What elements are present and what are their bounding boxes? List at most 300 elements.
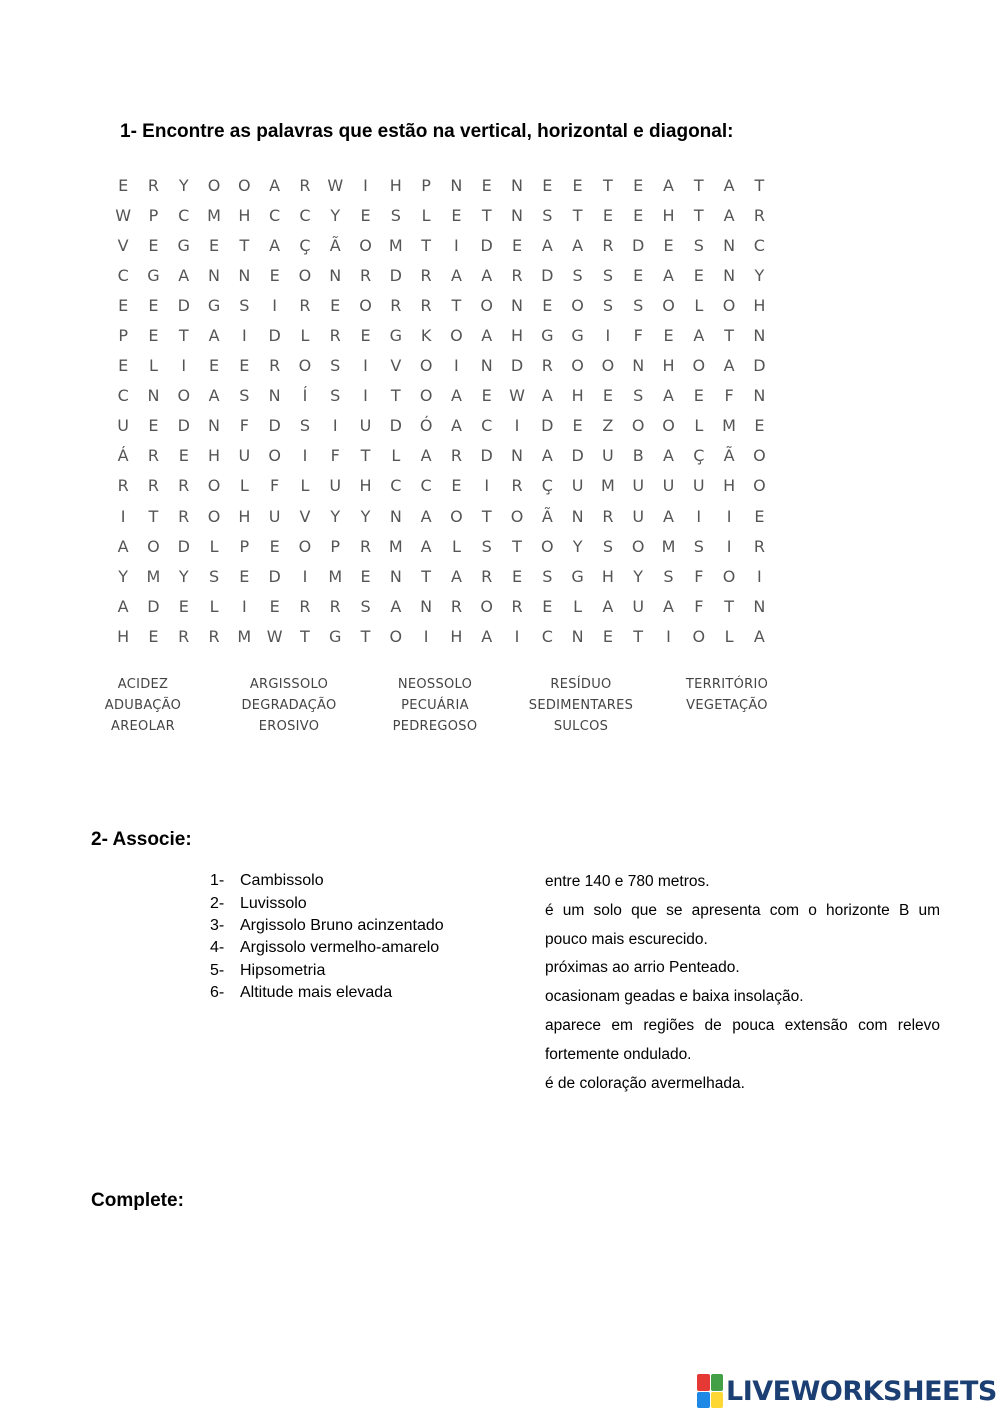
grid-letter[interactable]: O bbox=[631, 416, 645, 436]
grid-letter[interactable]: D bbox=[480, 446, 493, 466]
grid-letter[interactable]: H bbox=[208, 446, 221, 466]
grid-letter[interactable]: E bbox=[148, 626, 159, 646]
grid-letter[interactable]: C bbox=[299, 205, 311, 225]
grid-letter[interactable]: S bbox=[330, 356, 341, 376]
grid-letter[interactable]: A bbox=[269, 235, 281, 255]
grid-letter[interactable]: G bbox=[541, 326, 554, 346]
grid-letter[interactable]: O bbox=[510, 506, 524, 526]
grid-letter[interactable]: N bbox=[753, 386, 766, 406]
grid-letter[interactable]: O bbox=[480, 295, 493, 315]
grid-letter[interactable]: A bbox=[450, 265, 462, 285]
grid-letter[interactable]: S bbox=[633, 295, 644, 315]
grid-letter[interactable]: A bbox=[723, 205, 735, 225]
grid-letter[interactable]: N bbox=[389, 566, 402, 586]
grid-letter[interactable]: S bbox=[602, 536, 613, 556]
grid-letter[interactable]: E bbox=[148, 416, 159, 436]
grid-letter[interactable]: C bbox=[541, 626, 553, 646]
grid-letter[interactable]: F bbox=[330, 446, 340, 466]
grid-letter[interactable]: U bbox=[359, 416, 372, 436]
grid-letter[interactable]: M bbox=[722, 416, 736, 436]
grid-letter[interactable]: D bbox=[268, 416, 281, 436]
grid-letter[interactable]: L bbox=[300, 326, 310, 346]
grid-letter[interactable]: U bbox=[692, 476, 705, 496]
grid-letter[interactable]: H bbox=[238, 506, 251, 526]
grid-letter[interactable]: O bbox=[601, 356, 615, 376]
grid-letter[interactable]: R bbox=[450, 596, 462, 616]
grid-letter[interactable]: O bbox=[359, 295, 372, 315]
grid-letter[interactable]: N bbox=[511, 205, 523, 225]
grid-letter[interactable]: S bbox=[239, 295, 250, 315]
grid-letter[interactable]: A bbox=[450, 416, 462, 436]
grid-letter[interactable]: C bbox=[390, 476, 402, 496]
grid-letter[interactable]: R bbox=[299, 596, 311, 616]
grid-letter[interactable]: T bbox=[693, 175, 704, 195]
grid-letter[interactable]: L bbox=[148, 356, 158, 376]
grid-letter[interactable]: A bbox=[481, 265, 493, 285]
grid-letter[interactable]: O bbox=[207, 506, 221, 526]
grid-letter[interactable]: T bbox=[148, 506, 159, 526]
grid-letter[interactable]: E bbox=[330, 295, 341, 315]
grid-letter[interactable]: S bbox=[360, 596, 371, 616]
grid-letter[interactable]: Ç bbox=[693, 446, 705, 466]
grid-letter[interactable]: O bbox=[419, 356, 433, 376]
grid-letter[interactable]: C bbox=[117, 265, 129, 285]
grid-letter[interactable]: R bbox=[147, 175, 159, 195]
grid-letter[interactable]: E bbox=[148, 295, 159, 315]
grid-letter[interactable]: U bbox=[117, 416, 129, 436]
grid-letter[interactable]: T bbox=[572, 205, 583, 225]
grid-letter[interactable]: P bbox=[330, 536, 341, 556]
grid-letter[interactable]: S bbox=[693, 235, 704, 255]
grid-letter[interactable]: L bbox=[421, 205, 431, 225]
grid-letter[interactable]: O bbox=[450, 506, 463, 526]
grid-letter[interactable]: Ã bbox=[541, 506, 553, 526]
grid-letter[interactable]: Y bbox=[754, 265, 765, 285]
grid-letter[interactable]: R bbox=[359, 536, 372, 556]
grid-letter[interactable]: B bbox=[632, 446, 644, 466]
grid-letter[interactable]: E bbox=[451, 476, 462, 496]
grid-letter[interactable]: A bbox=[753, 626, 765, 646]
grid-letter[interactable]: R bbox=[753, 536, 765, 556]
grid-letter[interactable]: A bbox=[420, 446, 432, 466]
grid-letter[interactable]: I bbox=[696, 506, 702, 526]
grid-letter[interactable]: O bbox=[722, 295, 736, 315]
grid-letter[interactable]: O bbox=[631, 536, 645, 556]
grid-letter[interactable]: E bbox=[481, 386, 492, 406]
grid-letter[interactable]: A bbox=[663, 175, 674, 195]
grid-letter[interactable]: E bbox=[572, 175, 583, 195]
grid-letter[interactable]: E bbox=[572, 416, 583, 436]
grid-letter[interactable]: T bbox=[300, 626, 310, 646]
grid-letter[interactable]: T bbox=[360, 446, 371, 466]
grid-letter[interactable]: O bbox=[722, 566, 736, 586]
grid-letter[interactable]: D bbox=[541, 416, 554, 436]
grid-letter[interactable]: C bbox=[269, 205, 281, 225]
grid-letter[interactable]: A bbox=[420, 506, 432, 526]
grid-letter[interactable]: G bbox=[389, 326, 403, 346]
grid-letter[interactable]: R bbox=[208, 626, 220, 646]
grid-letter[interactable]: R bbox=[450, 446, 462, 466]
grid-letter[interactable]: Ó bbox=[419, 416, 433, 436]
grid-letter[interactable]: E bbox=[148, 326, 159, 346]
grid-letter[interactable]: E bbox=[118, 356, 129, 376]
grid-letter[interactable]: M bbox=[146, 566, 161, 586]
grid-letter[interactable]: Y bbox=[330, 205, 341, 225]
grid-letter[interactable]: S bbox=[299, 416, 310, 436]
grid-letter[interactable]: S bbox=[633, 386, 644, 406]
grid-letter[interactable]: O bbox=[541, 536, 554, 556]
grid-letter[interactable]: K bbox=[420, 326, 432, 346]
grid-letter[interactable]: D bbox=[541, 265, 554, 285]
grid-letter[interactable]: W bbox=[115, 205, 132, 225]
grid-letter[interactable]: I bbox=[363, 356, 368, 376]
grid-letter[interactable]: Y bbox=[330, 506, 341, 526]
grid-letter[interactable]: R bbox=[481, 566, 493, 586]
grid-letter[interactable]: G bbox=[147, 265, 160, 285]
grid-letter[interactable]: N bbox=[723, 235, 736, 255]
grid-letter[interactable]: N bbox=[480, 356, 493, 376]
grid-letter[interactable]: R bbox=[511, 265, 523, 285]
grid-letter[interactable]: A bbox=[723, 356, 735, 376]
grid-letter[interactable]: U bbox=[662, 476, 675, 496]
grid-letter[interactable]: E bbox=[633, 205, 644, 225]
grid-letter[interactable]: R bbox=[147, 446, 159, 466]
grid-letter[interactable]: S bbox=[572, 265, 583, 285]
grid-letter[interactable]: Y bbox=[178, 175, 189, 195]
grid-letter[interactable]: R bbox=[269, 356, 281, 376]
grid-letter[interactable]: R bbox=[178, 476, 190, 496]
grid-letter[interactable]: E bbox=[360, 205, 371, 225]
grid-letter[interactable]: E bbox=[239, 356, 250, 376]
grid-letter[interactable]: G bbox=[207, 295, 221, 315]
grid-letter[interactable]: N bbox=[420, 596, 433, 616]
grid-letter[interactable]: T bbox=[693, 205, 704, 225]
grid-letter[interactable]: E bbox=[360, 566, 371, 586]
grid-letter[interactable]: E bbox=[633, 175, 644, 195]
grid-letter[interactable]: Y bbox=[572, 536, 583, 556]
grid-letter[interactable]: L bbox=[300, 476, 310, 496]
grid-letter[interactable]: S bbox=[390, 205, 401, 225]
grid-letter[interactable]: E bbox=[118, 295, 129, 315]
grid-letter[interactable]: O bbox=[268, 446, 281, 466]
grid-letter[interactable]: A bbox=[117, 596, 129, 616]
grid-letter[interactable]: I bbox=[726, 506, 732, 526]
grid-letter[interactable]: I bbox=[363, 175, 368, 195]
grid-letter[interactable]: F bbox=[270, 476, 280, 496]
grid-letter[interactable]: A bbox=[572, 235, 584, 255]
grid-letter[interactable]: E bbox=[269, 596, 280, 616]
grid-letter[interactable]: D bbox=[632, 235, 645, 255]
grid-letter[interactable]: H bbox=[662, 205, 675, 225]
grid-letter[interactable]: E bbox=[178, 446, 189, 466]
grid-letter[interactable]: R bbox=[420, 265, 432, 285]
grid-letter[interactable]: S bbox=[602, 265, 613, 285]
grid-letter[interactable]: P bbox=[148, 205, 159, 225]
grid-letter[interactable]: E bbox=[148, 235, 159, 255]
grid-letter[interactable]: R bbox=[602, 506, 614, 526]
grid-letter[interactable]: I bbox=[514, 416, 520, 436]
grid-letter[interactable]: G bbox=[571, 326, 584, 346]
grid-letter[interactable]: E bbox=[602, 626, 613, 646]
grid-letter[interactable]: Ã bbox=[723, 446, 735, 466]
grid-letter[interactable]: Ç bbox=[541, 476, 553, 496]
grid-letter[interactable]: T bbox=[512, 536, 522, 556]
grid-letter[interactable]: F bbox=[724, 386, 734, 406]
grid-letter[interactable]: A bbox=[117, 536, 129, 556]
grid-letter[interactable]: Y bbox=[118, 566, 129, 586]
grid-letter[interactable]: R bbox=[420, 295, 432, 315]
grid-letter[interactable]: E bbox=[360, 326, 371, 346]
grid-letter[interactable]: A bbox=[663, 596, 674, 616]
grid-letter[interactable]: N bbox=[238, 265, 251, 285]
grid-letter[interactable]: I bbox=[120, 506, 126, 526]
grid-letter[interactable]: O bbox=[238, 175, 251, 195]
grid-letter[interactable]: D bbox=[268, 566, 281, 586]
grid-letter[interactable]: O bbox=[480, 596, 493, 616]
grid-letter[interactable]: A bbox=[390, 596, 402, 616]
grid-letter[interactable]: I bbox=[726, 536, 732, 556]
grid-letter[interactable]: T bbox=[421, 235, 431, 255]
grid-letter[interactable]: A bbox=[693, 326, 705, 346]
grid-letter[interactable]: D bbox=[510, 356, 524, 376]
grid-letter[interactable]: S bbox=[481, 536, 492, 556]
grid-letter[interactable]: N bbox=[753, 326, 766, 346]
grid-letter[interactable]: R bbox=[359, 265, 372, 285]
grid-letter[interactable]: E bbox=[118, 175, 129, 195]
grid-letter[interactable]: I bbox=[454, 235, 459, 255]
grid-letter[interactable]: U bbox=[632, 596, 645, 616]
grid-letter[interactable]: A bbox=[663, 446, 674, 466]
grid-letter[interactable]: A bbox=[541, 386, 553, 406]
grid-letter[interactable]: L bbox=[694, 416, 704, 436]
grid-letter[interactable]: N bbox=[329, 265, 342, 285]
grid-letter[interactable]: D bbox=[177, 536, 190, 556]
grid-letter[interactable]: E bbox=[663, 326, 674, 346]
grid-letter[interactable]: V bbox=[117, 235, 129, 255]
grid-letter[interactable]: H bbox=[510, 326, 524, 346]
grid-letter[interactable]: I bbox=[666, 626, 671, 646]
grid-letter[interactable]: P bbox=[118, 326, 128, 346]
grid-letter[interactable]: D bbox=[571, 446, 584, 466]
grid-letter[interactable]: T bbox=[481, 506, 492, 526]
grid-letter[interactable]: I bbox=[423, 626, 429, 646]
grid-letter[interactable]: R bbox=[329, 326, 341, 346]
grid-letter[interactable]: H bbox=[359, 476, 372, 496]
grid-letter[interactable]: N bbox=[632, 356, 645, 376]
grid-letter[interactable]: R bbox=[511, 476, 523, 496]
grid-letter[interactable]: D bbox=[268, 326, 281, 346]
grid-letter[interactable]: C bbox=[420, 476, 432, 496]
grid-letter[interactable]: O bbox=[177, 386, 191, 406]
grid-letter[interactable]: W bbox=[266, 626, 283, 646]
grid-letter[interactable]: N bbox=[511, 446, 523, 466]
grid-letter[interactable]: L bbox=[694, 295, 704, 315]
grid-letter[interactable]: C bbox=[481, 416, 493, 436]
grid-letter[interactable]: H bbox=[723, 476, 736, 496]
grid-letter[interactable]: A bbox=[269, 175, 281, 195]
grid-letter[interactable]: E bbox=[269, 536, 280, 556]
grid-letter[interactable]: O bbox=[298, 356, 312, 376]
grid-letter[interactable]: C bbox=[753, 235, 765, 255]
grid-letter[interactable]: L bbox=[724, 626, 734, 646]
grid-letter[interactable]: S bbox=[663, 566, 674, 586]
grid-letter[interactable]: Í bbox=[302, 386, 308, 406]
grid-letter[interactable]: A bbox=[178, 265, 190, 285]
grid-letter[interactable]: E bbox=[663, 235, 674, 255]
grid-letter[interactable]: N bbox=[268, 386, 281, 406]
grid-letter[interactable]: E bbox=[208, 356, 220, 376]
grid-letter[interactable]: I bbox=[605, 326, 611, 346]
grid-letter[interactable]: E bbox=[542, 295, 553, 315]
grid-letter[interactable]: D bbox=[147, 596, 160, 616]
grid-letter[interactable]: U bbox=[571, 476, 584, 496]
grid-letter[interactable]: E bbox=[542, 175, 553, 195]
grid-letter[interactable]: E bbox=[511, 566, 523, 586]
grid-letter[interactable]: R bbox=[329, 596, 341, 616]
grid-letter[interactable]: C bbox=[178, 205, 190, 225]
grid-letter[interactable]: G bbox=[177, 235, 190, 255]
grid-letter[interactable]: U bbox=[268, 506, 281, 526]
grid-letter[interactable]: I bbox=[241, 326, 247, 346]
grid-letter[interactable]: N bbox=[147, 386, 160, 406]
grid-letter[interactable]: M bbox=[207, 205, 221, 225]
grid-letter[interactable]: A bbox=[208, 326, 220, 346]
grid-letter[interactable]: P bbox=[421, 175, 431, 195]
grid-letter[interactable]: W bbox=[509, 386, 525, 406]
grid-letter[interactable]: M bbox=[388, 536, 403, 556]
grid-letter[interactable]: M bbox=[388, 235, 403, 255]
grid-letter[interactable]: A bbox=[723, 175, 735, 195]
grid-letter[interactable]: E bbox=[542, 596, 553, 616]
grid-letter[interactable]: T bbox=[421, 566, 431, 586]
grid-letter[interactable]: A bbox=[602, 596, 614, 616]
grid-letter[interactable]: O bbox=[450, 326, 463, 346]
grid-letter[interactable]: U bbox=[238, 446, 251, 466]
grid-letter[interactable]: U bbox=[329, 476, 342, 496]
grid-letter[interactable]: L bbox=[573, 596, 583, 616]
grid-letter[interactable]: O bbox=[692, 356, 706, 376]
grid-letter[interactable]: S bbox=[208, 566, 220, 586]
grid-letter[interactable]: O bbox=[753, 446, 766, 466]
grid-letter[interactable]: O bbox=[419, 386, 433, 406]
grid-letter[interactable]: O bbox=[753, 476, 766, 496]
grid-letter[interactable]: F bbox=[694, 596, 704, 616]
grid-letter[interactable]: O bbox=[692, 626, 706, 646]
grid-letter[interactable]: R bbox=[178, 506, 190, 526]
grid-letter[interactable]: T bbox=[178, 326, 189, 346]
grid-letter[interactable]: I bbox=[302, 566, 308, 586]
grid-letter[interactable]: N bbox=[723, 265, 736, 285]
grid-letter[interactable]: H bbox=[389, 175, 402, 195]
grid-letter[interactable]: I bbox=[514, 626, 520, 646]
grid-letter[interactable]: U bbox=[632, 476, 645, 496]
grid-letter[interactable]: U bbox=[602, 446, 614, 466]
grid-letter[interactable]: I bbox=[272, 295, 277, 315]
grid-letter[interactable]: A bbox=[450, 566, 462, 586]
grid-letter[interactable]: T bbox=[239, 235, 250, 255]
grid-letter[interactable]: N bbox=[571, 626, 584, 646]
grid-letter[interactable]: O bbox=[389, 626, 403, 646]
grid-letter[interactable]: L bbox=[451, 536, 461, 556]
grid-letter[interactable]: Á bbox=[117, 446, 129, 466]
grid-letter[interactable]: I bbox=[302, 446, 308, 466]
grid-letter[interactable]: I bbox=[332, 416, 338, 436]
grid-letter[interactable]: N bbox=[511, 295, 523, 315]
grid-letter[interactable]: Y bbox=[178, 566, 189, 586]
grid-letter[interactable]: A bbox=[481, 626, 493, 646]
grid-letter[interactable]: Y bbox=[360, 506, 371, 526]
grid-letter[interactable]: T bbox=[603, 175, 613, 195]
grid-letter[interactable]: L bbox=[209, 536, 219, 556]
grid-letter[interactable]: T bbox=[390, 386, 401, 406]
grid-letter[interactable]: R bbox=[117, 476, 129, 496]
grid-letter[interactable]: I bbox=[454, 356, 459, 376]
grid-letter[interactable]: A bbox=[420, 536, 432, 556]
grid-letter[interactable]: M bbox=[661, 536, 676, 556]
grid-letter[interactable]: R bbox=[178, 626, 190, 646]
grid-letter[interactable]: O bbox=[147, 536, 160, 556]
grid-letter[interactable]: D bbox=[753, 356, 766, 376]
grid-letter[interactable]: R bbox=[299, 175, 311, 195]
grid-letter[interactable]: E bbox=[693, 265, 704, 285]
grid-letter[interactable]: A bbox=[481, 326, 493, 346]
grid-letter[interactable]: G bbox=[571, 566, 584, 586]
grid-letter[interactable]: I bbox=[363, 386, 368, 406]
grid-letter[interactable]: A bbox=[663, 506, 674, 526]
grid-letter[interactable]: W bbox=[327, 175, 344, 195]
grid-letter[interactable]: D bbox=[177, 416, 190, 436]
grid-letter[interactable]: Ã bbox=[329, 235, 341, 255]
grid-letter[interactable]: A bbox=[663, 386, 674, 406]
grid-letter[interactable]: A bbox=[208, 386, 220, 406]
grid-letter[interactable]: E bbox=[602, 205, 613, 225]
grid-letter[interactable]: E bbox=[602, 386, 613, 406]
grid-letter[interactable]: S bbox=[542, 205, 553, 225]
grid-letter[interactable]: T bbox=[360, 626, 371, 646]
grid-letter[interactable]: E bbox=[754, 416, 765, 436]
grid-letter[interactable]: O bbox=[298, 265, 312, 285]
grid-letter[interactable]: T bbox=[451, 295, 462, 315]
grid-letter[interactable]: E bbox=[481, 175, 492, 195]
grid-letter[interactable]: F bbox=[239, 416, 249, 436]
grid-letter[interactable]: T bbox=[724, 596, 734, 616]
grid-letter[interactable]: N bbox=[753, 596, 766, 616]
grid-letter[interactable]: H bbox=[753, 295, 766, 315]
grid-letter[interactable]: T bbox=[633, 626, 644, 646]
grid-letter[interactable]: R bbox=[147, 476, 159, 496]
grid-letter[interactable]: A bbox=[541, 446, 553, 466]
grid-letter[interactable]: T bbox=[754, 175, 765, 195]
grid-letter[interactable]: E bbox=[693, 386, 704, 406]
grid-letter[interactable]: N bbox=[571, 506, 584, 526]
grid-letter[interactable]: D bbox=[177, 295, 190, 315]
grid-letter[interactable]: Y bbox=[633, 566, 644, 586]
grid-letter[interactable]: O bbox=[571, 295, 584, 315]
grid-letter[interactable]: O bbox=[571, 356, 584, 376]
grid-letter[interactable]: S bbox=[602, 295, 613, 315]
grid-letter[interactable]: E bbox=[269, 265, 280, 285]
grid-letter[interactable]: S bbox=[693, 536, 704, 556]
grid-letter[interactable]: Ç bbox=[299, 235, 311, 255]
grid-letter[interactable]: O bbox=[207, 476, 221, 496]
grid-letter[interactable]: L bbox=[391, 446, 401, 466]
grid-letter[interactable]: E bbox=[633, 265, 644, 285]
grid-letter[interactable]: E bbox=[208, 235, 220, 255]
grid-letter[interactable]: T bbox=[481, 205, 492, 225]
grid-letter[interactable]: D bbox=[389, 265, 402, 285]
grid-letter[interactable]: N bbox=[208, 265, 221, 285]
grid-letter[interactable]: D bbox=[480, 235, 493, 255]
